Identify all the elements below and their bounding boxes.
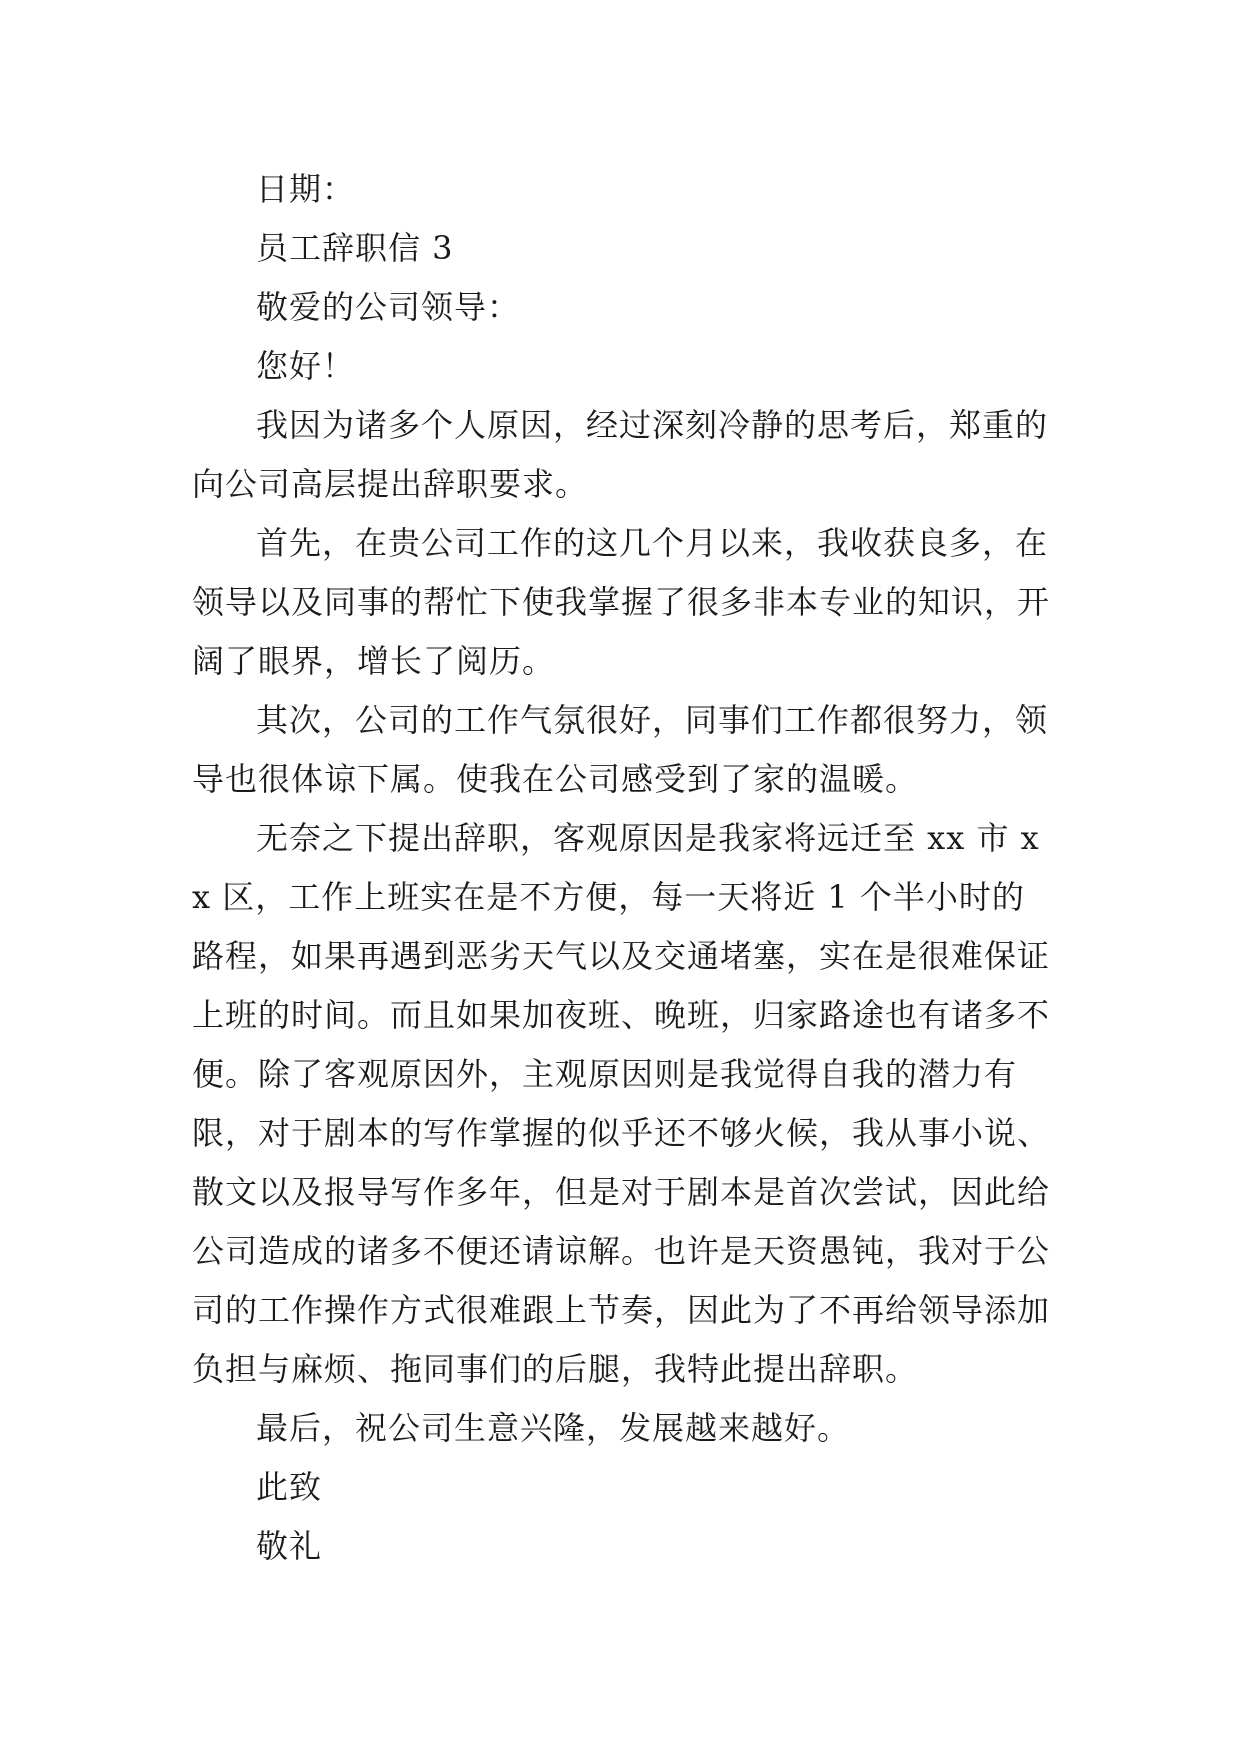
paragraph-second: 其次，公司的工作气氛很好，同事们工作都很努力，领导也很体谅下属。使我在公司感受到了家的温暖。 (192, 701, 1049, 798)
paragraph-explanation: 无奈之下提出辞职，客观原因是我家将远迁至 xx 市 xx 区，工作上班实在是不方便，每一天将近 1 个半小时的路程，如果再遇到恶劣天气以及交通堵塞，实在是很难保证上班的时间。而且如果加夜班、晚班，归家路途也有诸多不便。除了客观原因外，主观原因则是我觉得自我的潜力有限，对于剧本的写作掌握的似乎还不够火候，我从事小说、散文以及报导写作多年，但是对于剧本是首次尝试，因此给公司造成的诸多不便还请谅解。也许是天资愚钝，我对于公司的工作操作方式很难跟上节奏，因此为了不再给领导添加负担与麻烦、拖同事们的后腿，我特此提出辞职。 (192, 819, 1051, 1388)
salutation: 敬爱的公司领导： (256, 288, 521, 326)
closing-line-2: 敬礼 (256, 1527, 323, 1565)
letter-body (192, 160, 1054, 1576)
letter-title: 员工辞职信 3 (256, 229, 454, 267)
paragraph-final: 最后，祝公司生意兴隆，发展越来越好。 (256, 1409, 851, 1447)
closing-line-1: 此致 (256, 1468, 323, 1506)
paragraph-first: 首先，在贵公司工作的这几个月以来，我收获良多，在领导以及同事的帮忙下使我掌握了很多非本专业的知识，开阔了眼界，增长了阅历。 (192, 524, 1051, 680)
greeting: 您好！ (256, 347, 356, 385)
paragraph-reason: 我因为诸多个人原因，经过深刻冷静的思考后，郑重的向公司高层提出辞职要求。 (192, 406, 1049, 503)
date-line: 日期： (256, 170, 356, 208)
